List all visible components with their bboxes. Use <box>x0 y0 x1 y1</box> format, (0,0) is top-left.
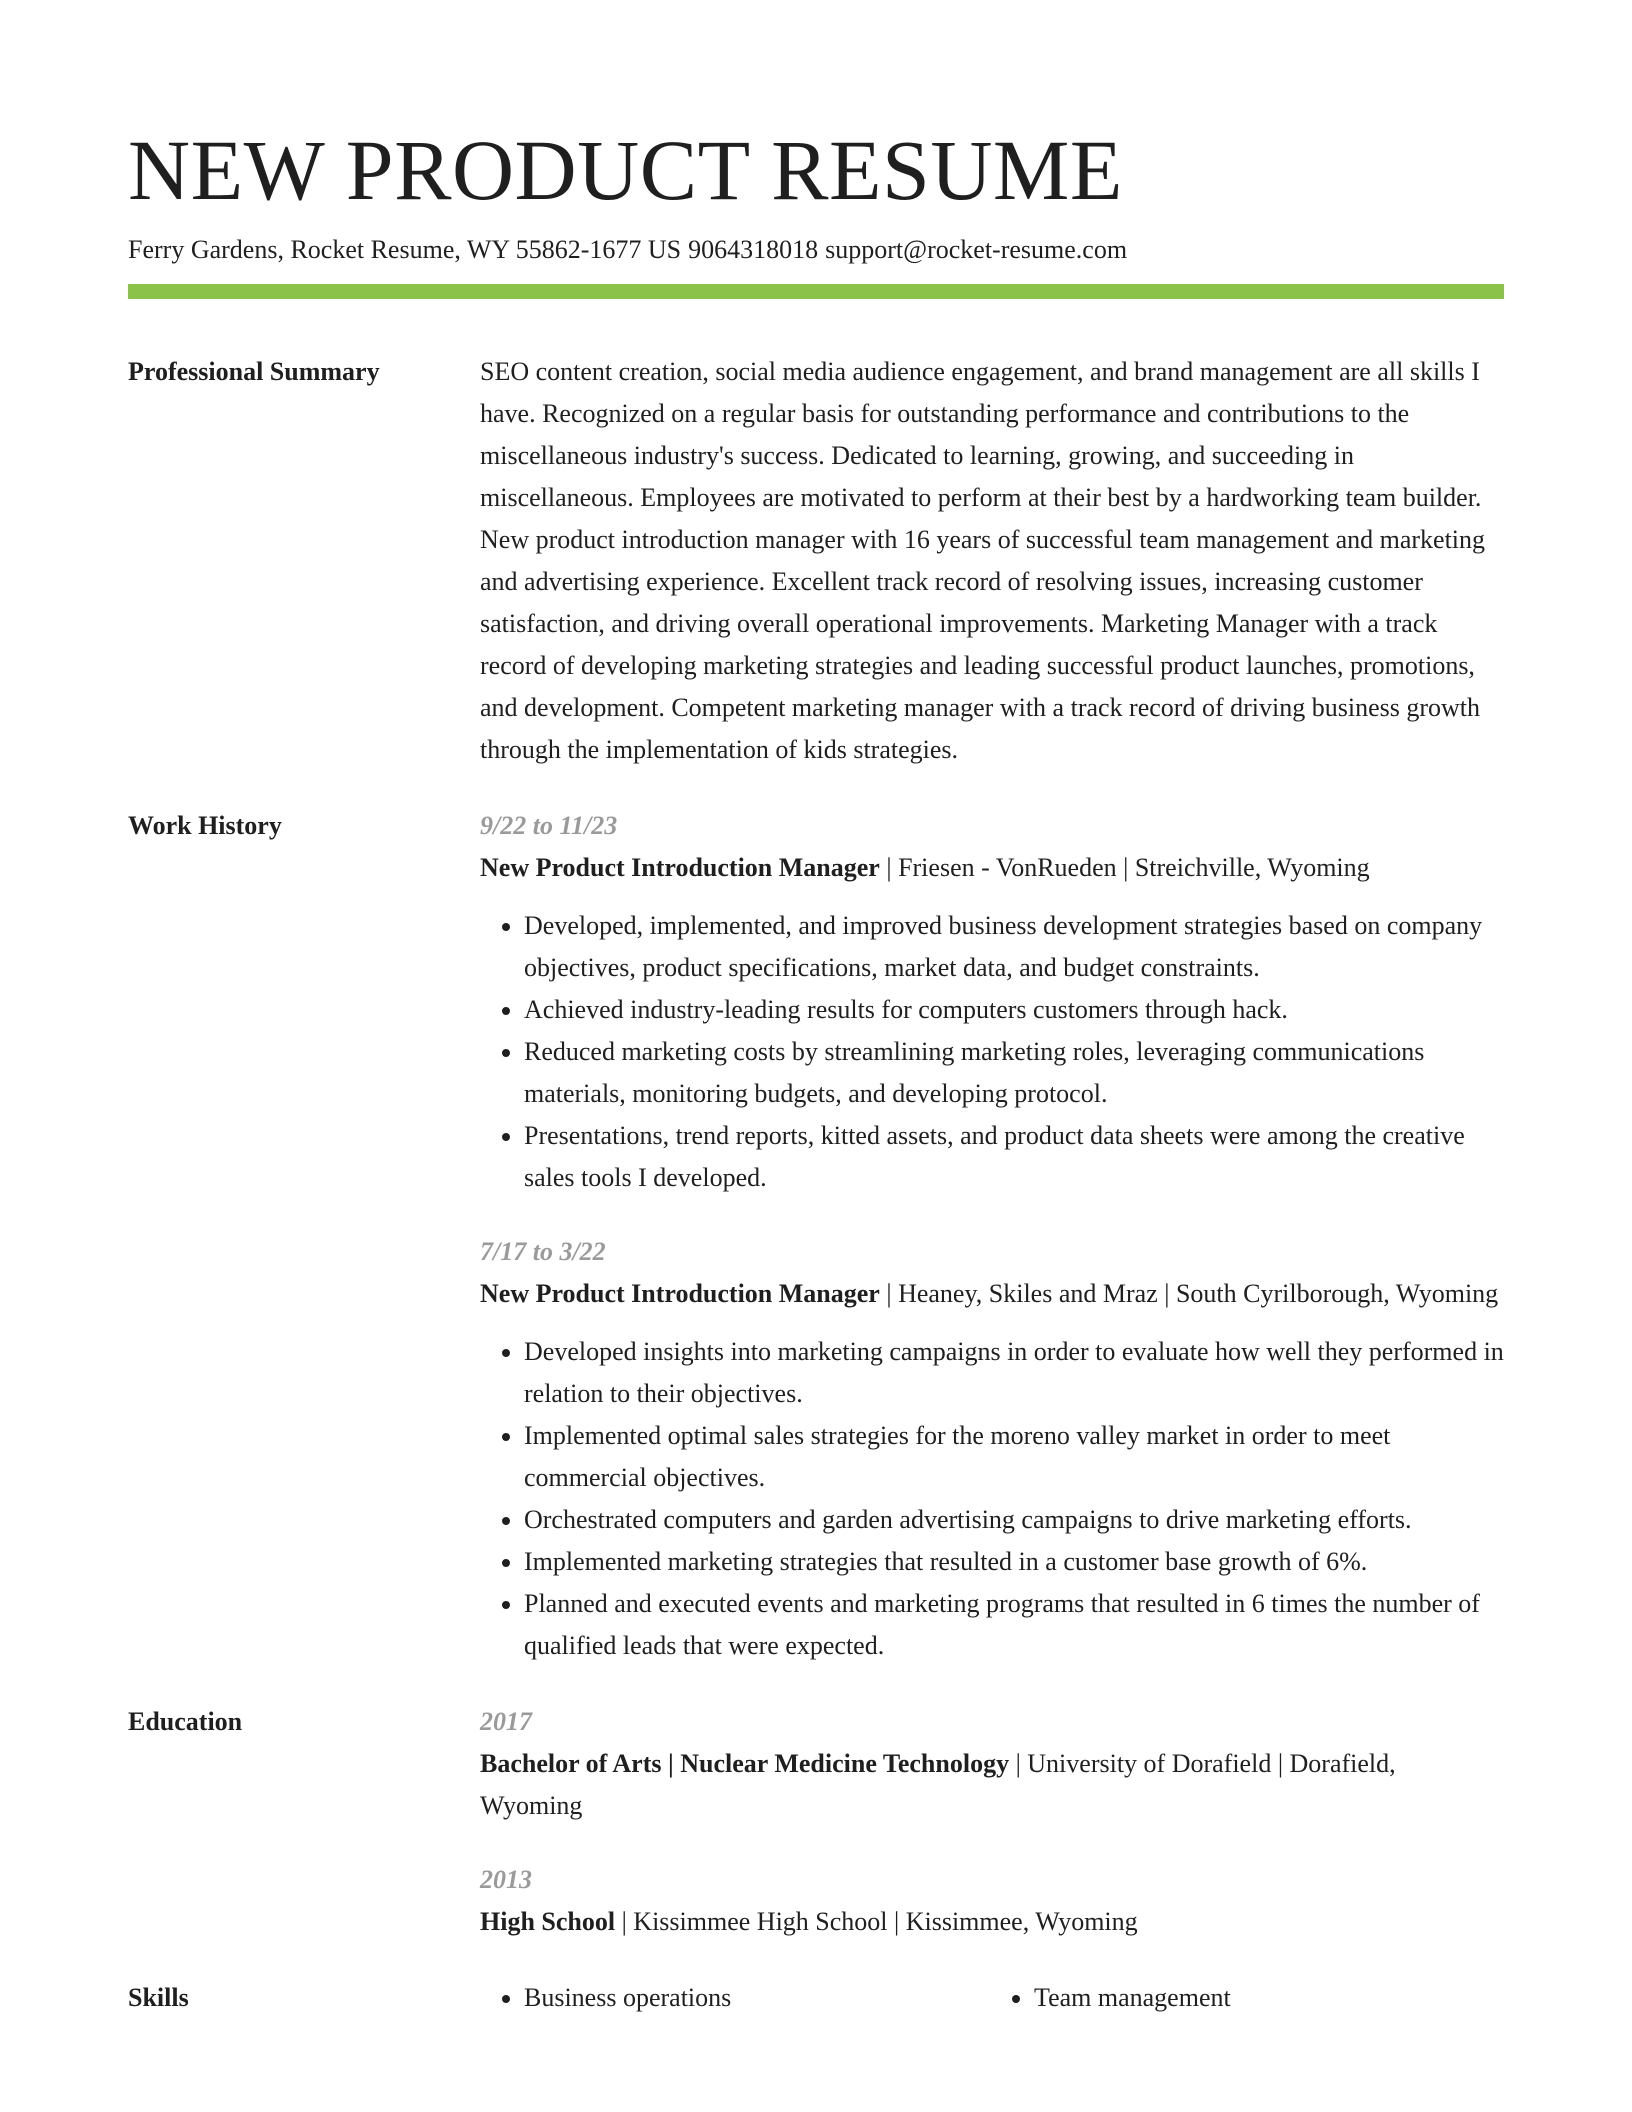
job-details: | Heaney, Skiles and Mraz | South Cyrilborough, Wyoming <box>879 1279 1499 1308</box>
job-heading <box>480 847 1504 889</box>
job-dates: 7/17 to 3/22 <box>480 1237 606 1266</box>
job-bullets <box>480 905 1504 1199</box>
resume-page <box>128 120 1504 2019</box>
education-degree: High School <box>480 1907 616 1936</box>
contact-address: Ferry Gardens, Rocket Resume, WY 55862-1677 US <box>128 235 682 264</box>
job-dates: 9/22 to 11/23 <box>480 811 618 840</box>
education-details: | Kissimmee High School | Kissimmee, Wyoming <box>615 1907 1138 1936</box>
contact-line <box>128 232 1504 268</box>
bullet-item: • Implemented marketing strategies that resulted in a customer base growth of 6%. <box>524 1541 1504 1583</box>
bullet-item: • Planned and executed events and marketing programs that resulted in 6 times the number of qualified leads that were expected. <box>524 1583 1504 1667</box>
job-bullets <box>480 1331 1504 1667</box>
contact-phone: 9064318018 <box>688 235 819 264</box>
resume-title: NEW PRODUCT RESUME <box>128 122 1123 218</box>
job-entry <box>480 805 1504 1199</box>
bullet-item: • Reduced marketing costs by streamlining marketing roles, leveraging communications materials, monitoring budgets, and developing protocol. <box>524 1031 1504 1115</box>
bullet-item: • Implemented optimal sales strategies for the moreno valley market in order to meet commercial objectives. <box>524 1415 1504 1499</box>
work-history-section <box>128 805 1504 1667</box>
section-label-work-history: Work History <box>128 811 282 840</box>
summary-section <box>128 351 1504 771</box>
job-details: | Friesen - VonRueden | Streichville, Wyoming <box>879 853 1370 882</box>
section-label-education: Education <box>128 1707 243 1736</box>
education-entry <box>480 1859 1504 1943</box>
section-label-summary: Professional Summary <box>128 357 380 386</box>
education-year: 2017 <box>480 1707 532 1736</box>
education-entry <box>480 1701 1504 1827</box>
education-heading <box>480 1901 1504 1943</box>
skills-list <box>480 1977 1504 2019</box>
bullet-item: • Presentations, trend reports, kitted assets, and product data sheets were among the creative sales tools I developed. <box>524 1115 1504 1199</box>
contact-email[interactable]: support@rocket-resume.com <box>825 235 1128 264</box>
bullet-item: • Developed insights into marketing campaigns in order to evaluate how well they performed in relation to their objectives. <box>524 1331 1504 1415</box>
education-section <box>128 1701 1504 1943</box>
summary-text: SEO content creation, social media audience engagement, and brand management are all skills I have. Recognized on a regular basis for outstanding performance and contributions to the miscellaneous industry's success. Dedicated to learning, growing, and succeeding in miscellaneous. Employees are motivated to perform at their best by a hardworking team builder. New product introduction manager with 16 years of successful team management and marketing and advertising experience. Excellent track record of resolving issues, increasing customer satisfaction, and driving overall operational improvements. Marketing Manager with a track record of developing marketing strategies and leading successful product launches, promotions, and development. Competent marketing manager with a track record of driving business growth through the implementation of kids strategies. <box>480 357 1486 764</box>
bullet-item: • Developed, implemented, and improved business development strategies based on company objectives, product specifications, market data, and budget constraints. <box>524 905 1504 989</box>
education-degree: Bachelor of Arts | Nuclear Medicine Technology <box>480 1749 1010 1778</box>
skills-section <box>128 1977 1504 2019</box>
job-title: New Product Introduction Manager <box>480 853 880 882</box>
job-title: New Product Introduction Manager <box>480 1279 880 1308</box>
job-entry <box>480 1231 1504 1667</box>
job-heading <box>480 1273 1504 1315</box>
bullet-item: • Achieved industry-leading results for computers customers through hack. <box>524 989 1504 1031</box>
education-details: | University of Dorafield | Dorafield, Wyoming <box>480 1749 1396 1820</box>
bullet-item: • Orchestrated computers and garden advertising campaigns to drive marketing efforts. <box>524 1499 1504 1541</box>
education-year: 2013 <box>480 1865 532 1894</box>
skill-item: • Business operations <box>524 1977 994 2019</box>
accent-divider <box>128 284 1504 299</box>
section-label-skills: Skills <box>128 1983 189 2012</box>
education-heading <box>480 1743 1504 1827</box>
skill-item: • Team management <box>1034 1977 1504 2019</box>
